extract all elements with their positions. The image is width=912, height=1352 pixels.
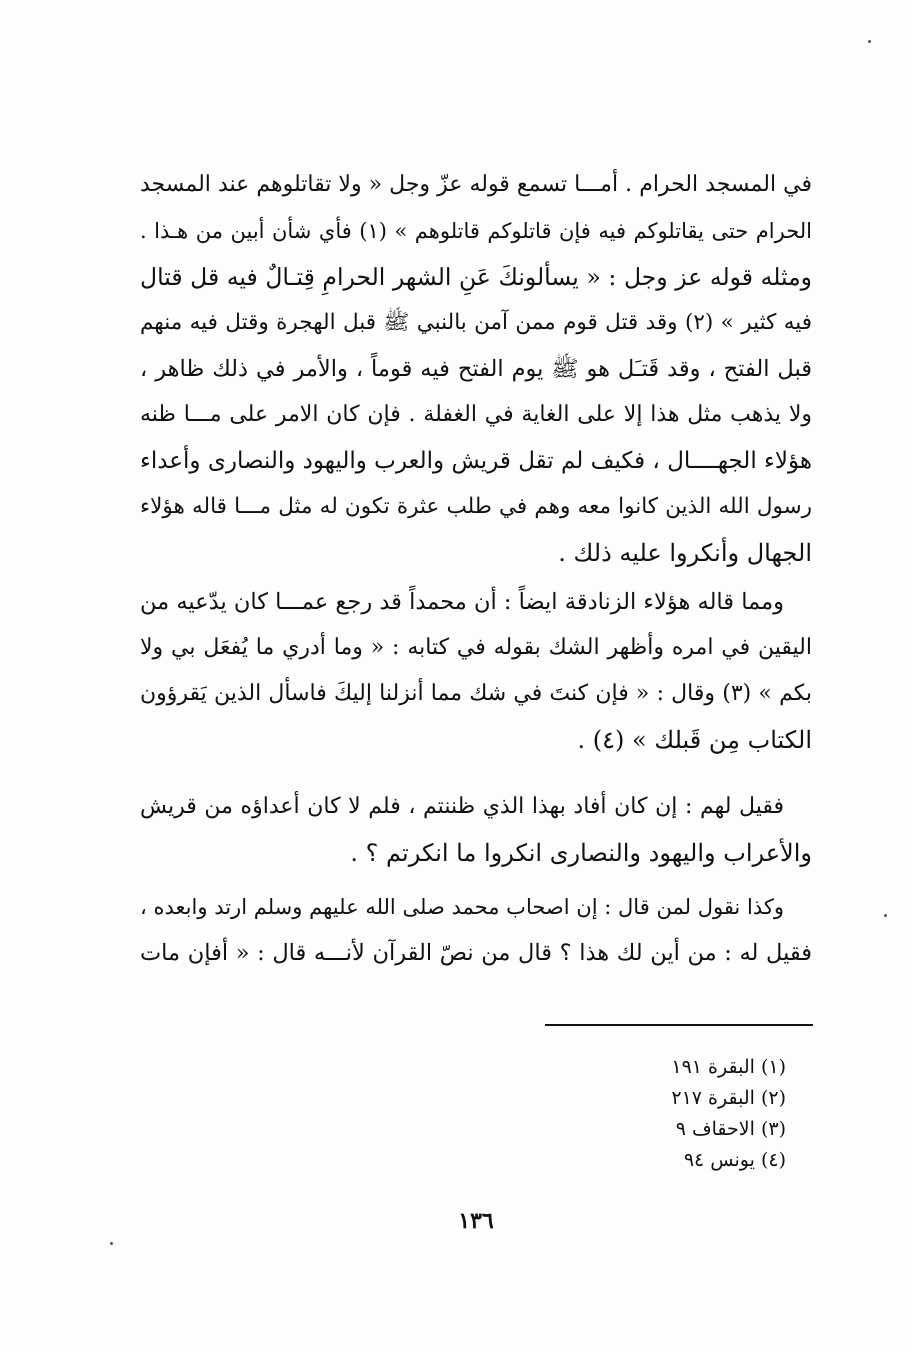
text-line: الكتاب مِن قَبلك » (٤) . — [577, 726, 812, 754]
text-line: هؤلاء الجهــــال ، فكيف لم تقل قريش والعرب واليهود والنصارى وأعداء — [140, 448, 812, 474]
text-line: الحرام حتى يقاتلوكم فيه فإن قاتلوكم قاتلوهم » (١) فأي شأن أبين من هـذا . — [140, 219, 812, 243]
text-line: ومما قاله هؤلاء الزنادقة ايضاً : أن محمداً قد رجع عمـــا كان يدّعيه من — [140, 589, 784, 615]
footnote-3: (٣) الاحقاف ٩ — [675, 1118, 786, 1140]
paragraph-2 — [140, 579, 812, 763]
page-number: ١٣٦ — [458, 1208, 494, 1234]
footnotes — [671, 1052, 786, 1176]
paragraph-3 — [140, 784, 812, 876]
footnote-2: (٢) البقرة ٢١٧ — [671, 1087, 786, 1109]
footnote-divider — [545, 1024, 813, 1026]
text-line: قبل الفتح ، وقد قَتـَل هو ﷺ يوم الفتح فيه قوماً ، والأمر في ذلك ظاهر ، — [140, 356, 812, 382]
paragraph-1 — [140, 162, 812, 576]
scan-speck — [110, 1242, 113, 1245]
footnote-4: (٤) يونس ٩٤ — [683, 1149, 786, 1171]
text-line: وكذا نقول لمن قال : إن اصحاب محمد صلى الله عليهم وسلم ارتد وابعده ، — [140, 895, 784, 919]
text-line: ومثله قوله عز وجل : « يسألونكَ عَنِ الشهر الحرامِ قِتـالٌ فيه قل قتال — [140, 263, 812, 291]
scan-speck — [868, 40, 871, 43]
text-line: والأعراب واليهود والنصارى انكروا ما انكرتم ؟ . — [350, 839, 812, 867]
text-line: فقيل له : من أين لك هذا ؟ قال من نصّ القرآن لأنـــه قال : « أفإن مات — [140, 940, 812, 966]
text-line: رسول الله الذين كانوا معه وهم في طلب عثرة تكون له مثل مـــا قاله هؤلاء — [140, 494, 812, 519]
text-line: اليقين في امره وأظهر الشك بقوله في كتابه : « وما أدري ما يُفعَل بي ولا — [140, 635, 812, 660]
scan-speck — [884, 914, 887, 917]
paragraph-4 — [140, 884, 812, 976]
footnote-1: (١) البقرة ١٩١ — [671, 1056, 786, 1078]
text-line: فقيل لهم : إن كان أفاد بهذا الذي ظننتم ، فلم لا كان أعداؤه من قريش — [140, 794, 784, 819]
text-line: ولا يذهب مثل هذا إلا على الغاية في الغفلة . فإن كان الامر على مـــا ظنه — [140, 402, 812, 427]
text-line: بكم » (٣) وقال : « فإن كنتَ في شك مما أنزلنا إليكَ فاسأل الذين يَقرؤون — [140, 681, 812, 706]
text-line: الجهال وأنكروا عليه ذلك . — [558, 539, 812, 567]
text-line: في المسجد الحرام . أمـــا تسمع قوله عزّ وجل « ولا تقاتلوهم عند المسجد — [140, 172, 812, 197]
text-line: فيه كثير » (٢) وقد قتل قوم ممن آمن بالنبي ﷺ قبل الهجرة وقتل فيه منهم — [140, 310, 812, 335]
